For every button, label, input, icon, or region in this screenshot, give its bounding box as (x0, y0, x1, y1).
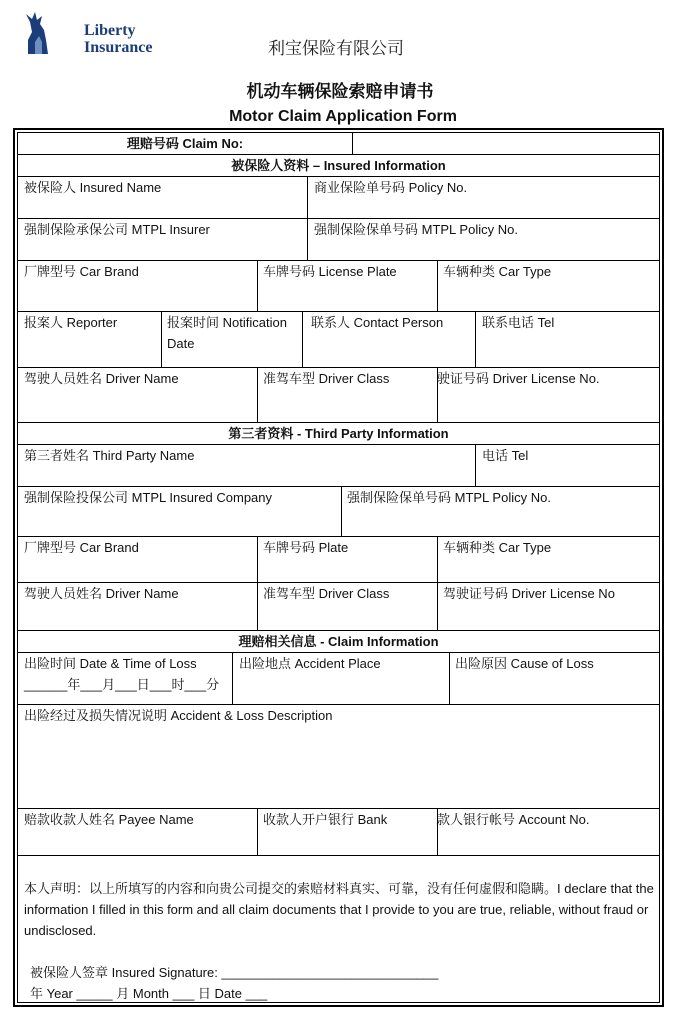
third-party-mtpl-policy-field[interactable]: 强制保险保单号码 MTPL Policy No. (347, 490, 551, 505)
third-party-driver-license-field[interactable]: 驾驶证号码 Driver License No (443, 586, 615, 601)
col-divider (302, 311, 303, 367)
reporter-field[interactable]: 报案人 Reporter (24, 315, 118, 330)
payee-name-field[interactable]: 赔款收款人姓名 Payee Name (24, 812, 194, 827)
company-name: 利宝保险有限公司 (268, 39, 404, 59)
section-claim: 理赔相关信息 - Claim Information (238, 634, 439, 649)
col-divider (232, 652, 233, 704)
loss-time-field[interactable] (24, 653, 219, 695)
insured-signature-field[interactable]: 被保险人签章 Insured Signature: ______________________________ (30, 965, 439, 980)
col-divider (437, 260, 438, 311)
loss-description-field[interactable]: 出险经过及损失情况说明 Accident & Loss Description (24, 708, 333, 723)
form-title-cn: 机动车辆保险索赔申请书 (246, 82, 434, 102)
notification-date-field[interactable] (167, 312, 287, 354)
third-party-name-field[interactable]: 第三者姓名 Third Party Name (24, 448, 195, 463)
loss-time-blanks: ______年___月___日___时___分 (24, 677, 220, 692)
notification-date-label-1: 报案时间 Notification (167, 315, 287, 330)
col-divider (341, 486, 342, 536)
third-party-driver-name-field[interactable]: 驾驶人员姓名 Driver Name (24, 586, 179, 601)
logo-text-line1: Liberty (84, 22, 136, 39)
claim-form (13, 128, 664, 1007)
contact-person-field[interactable]: 联系人 Contact Person (311, 315, 444, 330)
section-insured: 被保险人资料 – Insured Information (231, 158, 446, 173)
col-divider (307, 176, 308, 260)
form-title-en: Motor Claim Application Form (229, 108, 457, 125)
third-party-mtpl-company-field[interactable]: 强制保险投保公司 MTPL Insured Company (24, 490, 273, 505)
loss-time-label: 出险时间 Date & Time of Loss (24, 656, 197, 671)
contact-tel-field[interactable]: 联系电话 Tel (482, 315, 555, 330)
mtpl-policy-no-field[interactable]: 强制保险保单号码 MTPL Policy No. (314, 222, 518, 237)
row-divider (18, 855, 659, 856)
signature-date-field[interactable]: 年 Year _____ 月 Month ___ 日 Date ___ (30, 986, 268, 1001)
notification-date-label-2: Date (167, 336, 195, 351)
third-party-tel-field[interactable]: 电话 Tel (482, 448, 529, 463)
car-brand-field[interactable]: 厂牌型号 Car Brand (24, 264, 139, 279)
col-divider (475, 311, 476, 367)
col-divider (437, 536, 438, 630)
driver-name-field[interactable]: 驾驶人员姓名 Driver Name (24, 371, 179, 386)
claim-no-label: 理赔号码 Claim No: (126, 136, 244, 151)
col-divider (257, 536, 258, 630)
col-divider (475, 444, 476, 486)
declaration-text: 本人声明：以上所填写的内容和向贵公司提交的索赔材料真实、可靠，没有任何虚假和隐瞒。I declare that the information I filled in this form and all claim documents that I provide to you are true, reliable, without fraud or undisclosed. (24, 881, 654, 938)
cause-of-loss-field[interactable]: 出险原因 Cause of Loss (455, 656, 594, 671)
col-divider (257, 808, 258, 855)
third-party-driver-class-field[interactable]: 准驾车型 Driver Class (263, 586, 390, 601)
account-no-field[interactable]: 款人银行帐号 Account No. (437, 812, 590, 827)
col-divider (161, 311, 162, 367)
form-inner-border (17, 132, 660, 1003)
mtpl-insurer-field[interactable]: 强制保险承保公司 MTPL Insurer (24, 222, 210, 237)
claim-no-field[interactable] (353, 133, 663, 154)
policy-no-field[interactable]: 商业保险单号码 Policy No. (314, 180, 468, 195)
third-party-car-brand-field[interactable]: 厂牌型号 Car Brand (24, 540, 139, 555)
third-party-car-type-field[interactable]: 车辆种类 Car Type (443, 540, 552, 555)
license-plate-field[interactable]: 车牌号码 License Plate (263, 264, 397, 279)
col-divider (449, 652, 450, 704)
col-divider (257, 367, 258, 422)
logo-text-line2: Insurance (84, 39, 153, 56)
accident-place-field[interactable]: 出险地点 Accident Place (239, 656, 381, 671)
insured-name-field[interactable]: 被保险人 Insured Name (24, 180, 162, 195)
car-type-field[interactable]: 车辆种类 Car Type (443, 264, 552, 279)
driver-license-field[interactable]: 驶证号码 Driver License No. (437, 371, 600, 386)
driver-class-field[interactable]: 准驾车型 Driver Class (263, 371, 390, 386)
col-divider (257, 260, 258, 311)
third-party-plate-field[interactable]: 车牌号码 Plate (263, 540, 349, 555)
bank-field[interactable]: 收款人开户银行 Bank (263, 812, 388, 827)
section-third-party: 第三者资料 - Third Party Information (228, 426, 449, 441)
